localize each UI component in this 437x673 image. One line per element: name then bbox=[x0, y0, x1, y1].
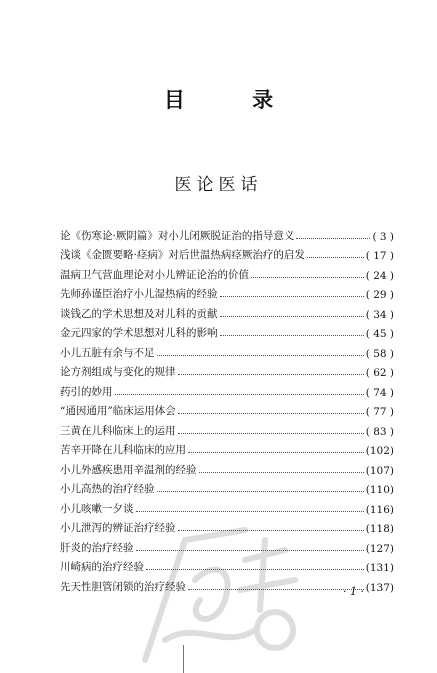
toc-entry[interactable] bbox=[60, 379, 394, 399]
toc-entry-page: (110) bbox=[365, 484, 394, 496]
toc-entry-title: 小儿泄泻的辨证治疗经验 bbox=[60, 522, 176, 534]
toc-leader-dots bbox=[115, 393, 364, 395]
toc-entry-title: 小儿高热的治疗经验 bbox=[60, 483, 155, 495]
toc-entry-title: 苦辛开降在儿科临床的应用 bbox=[60, 444, 186, 456]
toc-entry-page: ( 83 ) bbox=[365, 425, 394, 438]
toc-entry-title: 金元四家的学术思想对儿科的影响 bbox=[60, 327, 218, 339]
toc-leader-dots bbox=[178, 373, 364, 375]
toc-entry-page: (102) bbox=[365, 445, 394, 457]
toc-entry[interactable] bbox=[60, 360, 394, 380]
toc-entry-title: 肝炎的治疗经验 bbox=[60, 541, 134, 554]
toc-entry-page: (131) bbox=[365, 562, 394, 574]
toc-entry-title: 小儿咳嗽一夕谈 bbox=[60, 502, 134, 515]
toc-entry-page: ( 3 ) bbox=[372, 230, 394, 243]
toc-entry-title: 谈钱乙的学术思想及对儿科的贡献 bbox=[60, 307, 218, 320]
toc-entry[interactable] bbox=[60, 301, 394, 321]
toc-leader-dots bbox=[136, 510, 364, 512]
toc-entry-title: 浅谈《金匮要略·痉病》对后世温热病痉厥治疗的启发 bbox=[60, 249, 305, 261]
toc-entry-title: 三黄在儿科临床上的运用 bbox=[60, 424, 176, 437]
toc-entry-title: 温病卫气营血理论对小儿辨证论治的价值 bbox=[60, 268, 249, 281]
toc-entry[interactable] bbox=[60, 243, 394, 263]
toc-entry-title: 小儿五脏有余与不足 bbox=[60, 346, 155, 359]
toc-leader-dots bbox=[220, 295, 364, 297]
toc-entry[interactable] bbox=[60, 438, 394, 458]
toc-entry[interactable] bbox=[60, 282, 394, 302]
toc-leader-dots bbox=[307, 256, 364, 258]
toc-entry-page: ( 74 ) bbox=[365, 386, 394, 399]
toc-entry[interactable] bbox=[60, 496, 394, 516]
binding-line bbox=[183, 645, 184, 673]
toc-leader-dots bbox=[251, 276, 364, 278]
toc-entry-page: ( 77 ) bbox=[365, 406, 394, 418]
toc-entry[interactable] bbox=[60, 340, 394, 360]
toc-entry[interactable] bbox=[60, 477, 394, 497]
toc-entry-page: ( 17 ) bbox=[365, 250, 394, 262]
toc-leader-dots bbox=[220, 315, 364, 317]
library-watermark-stamp bbox=[125, 520, 325, 670]
toc-entry-page: (107) bbox=[365, 464, 394, 477]
toc-entry[interactable] bbox=[60, 223, 394, 243]
toc-leader-dots bbox=[157, 490, 364, 492]
toc-entry-page: (118) bbox=[365, 523, 394, 535]
page-number: · 1 · bbox=[343, 585, 364, 598]
toc-entry[interactable] bbox=[60, 321, 394, 341]
toc-entry-page: (127) bbox=[365, 542, 394, 555]
toc-entry-title: 先天性胆管闭锁的治疗经验 bbox=[60, 580, 186, 593]
section-heading: 医论医话 bbox=[174, 175, 263, 195]
toc-entry[interactable] bbox=[60, 399, 394, 419]
toc-entry-title: 川崎病的治疗经验 bbox=[60, 561, 144, 573]
toc-entry-title: 先师孙谨臣治疗小儿湿热病的经验 bbox=[60, 288, 218, 300]
toc-entry-page: ( 45 ) bbox=[365, 328, 394, 340]
toc-leader-dots bbox=[157, 354, 364, 356]
toc-entry-page: ( 24 ) bbox=[365, 269, 394, 282]
toc-entry-title: 药引的妙用 bbox=[60, 385, 113, 398]
toc-leader-dots bbox=[178, 412, 364, 414]
toc-entry[interactable] bbox=[60, 457, 394, 477]
toc-entry[interactable] bbox=[60, 262, 394, 282]
toc-entry-page: (116) bbox=[365, 503, 394, 516]
toc-leader-dots bbox=[178, 432, 364, 434]
toc-leader-dots bbox=[296, 237, 370, 239]
toc-entry-page: ( 58 ) bbox=[365, 347, 394, 360]
toc-entry-title: 论《伤寒论·厥阴篇》对小儿闭厥脱证治的指导意义 bbox=[60, 229, 295, 242]
toc-entry-title: 论方剂组成与变化的规律 bbox=[60, 366, 176, 378]
toc-entry-page: ( 62 ) bbox=[365, 367, 394, 379]
toc-entry-page: ( 34 ) bbox=[365, 308, 394, 321]
toc-entry-title: 小儿外感疾患用辛温剂的经验 bbox=[60, 463, 197, 476]
toc-entry-title: “通因通用”临床运用体会 bbox=[60, 405, 176, 417]
page-title: 目 录 bbox=[163, 88, 304, 112]
toc-entry[interactable] bbox=[60, 418, 394, 438]
toc-entry-page: ( 29 ) bbox=[365, 289, 394, 301]
toc-leader-dots bbox=[199, 471, 364, 473]
toc-entry-page: (137) bbox=[365, 581, 394, 594]
toc-leader-dots bbox=[220, 334, 364, 336]
toc-leader-dots bbox=[188, 451, 364, 453]
